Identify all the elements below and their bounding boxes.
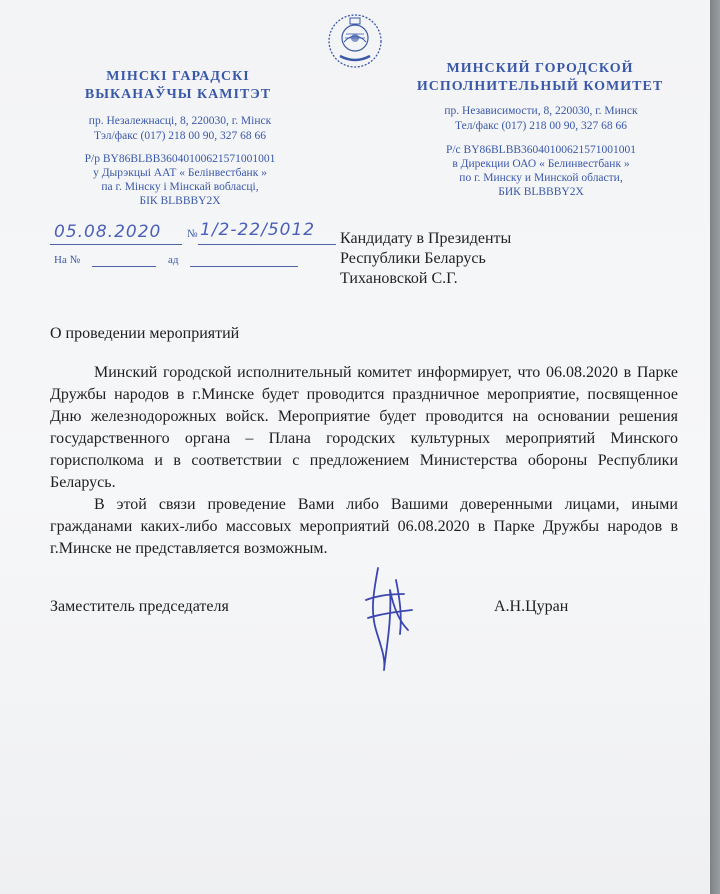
header-left-address: пр. Незалежнасцi, 8, 220030, г. Мiнск — [88, 115, 272, 127]
header-right-title-2: ИСПОЛНИТЕЛЬНЫЙ КОМИТЕТ — [416, 79, 664, 94]
letter-subject: О проведении мероприятий — [50, 325, 240, 342]
header-right-title-1: МИНСКИЙ ГОРОДСКОЙ — [446, 61, 634, 76]
header-left-phone: Тэл/факс (017) 218 00 90, 327 68 66 — [93, 130, 267, 142]
handwritten-signature — [356, 560, 426, 675]
reference-label: На № — [54, 254, 81, 266]
state-emblem-icon — [326, 12, 384, 70]
registration-number-label: № — [187, 228, 198, 240]
date-underline — [50, 244, 182, 245]
header-left-title-2: ВЫКАНАЎЧЫ КАМIТЭТ — [84, 87, 272, 102]
header-right-address: пр. Независимости, 8, 220030, г. Минск — [444, 105, 638, 117]
reference-from-label: ад — [168, 254, 179, 266]
registration-date: 05.08.2020 — [54, 222, 162, 242]
header-right-account: Р/с BY86BLBB36040100621571001001 — [445, 144, 637, 156]
header-left-account: Р/р BY86BLBB36040100621571001001 — [84, 153, 276, 165]
header-right-bic: БИК BLBBBY2X — [498, 186, 584, 198]
addressee-line-3: Тихановской С.Г. — [340, 270, 458, 287]
addressee-line-1: Кандидату в Президенты — [340, 230, 512, 247]
header-right-phone: Тел/факс (017) 218 00 90, 327 68 66 — [455, 120, 627, 132]
signatory-position: Заместитель председателя — [50, 598, 229, 615]
header-left-region: па г. Мiнску i Мiнскай вобласцi, — [101, 181, 259, 193]
header-right-region: по г. Минску и Минской области, — [459, 172, 623, 184]
header-left-bank: у Дырэкцыi ААТ « Белiнвестбанк » — [93, 167, 267, 179]
addressee-line-2: Республики Беларусь — [340, 250, 486, 267]
background-edge — [710, 0, 720, 894]
header-left-title-1: МIНСКI ГАРАДСКI — [106, 69, 250, 84]
reference-date-line — [190, 266, 298, 267]
registration-number: 1/2-22/5012 — [200, 220, 316, 240]
body-paragraph-1: Минский городской исполнительный комитет информирует, что 06.08.2020 в Парке Дружбы народов в г.Минске будет проводится праздничное мероприятие, посвященное Дню железнодорожных войск. Мероприятие будет проводится на основании решения государственного органа – Плана городских культурных мероприятий Минского горисполкома и в соответствии с предложением Министерства обороны Республики Беларусь. — [50, 364, 678, 491]
letter-body — [50, 362, 678, 560]
header-right-bank: в Дирекции ОАО « Белинвестбанк » — [452, 158, 630, 170]
reference-number-line — [92, 266, 156, 267]
signatory-name: А.Н.Цуран — [494, 598, 569, 615]
body-paragraph-2: В этой связи проведение Вами либо Вашими доверенными лицами, иными гражданами каких-либо массовых мероприятий 06.08.2020 в Парке Дружбы народов в г.Минске не представляется возможным. — [50, 496, 678, 557]
number-underline — [198, 244, 336, 245]
header-left-bic: БIК BLBBBY2X — [139, 195, 221, 207]
